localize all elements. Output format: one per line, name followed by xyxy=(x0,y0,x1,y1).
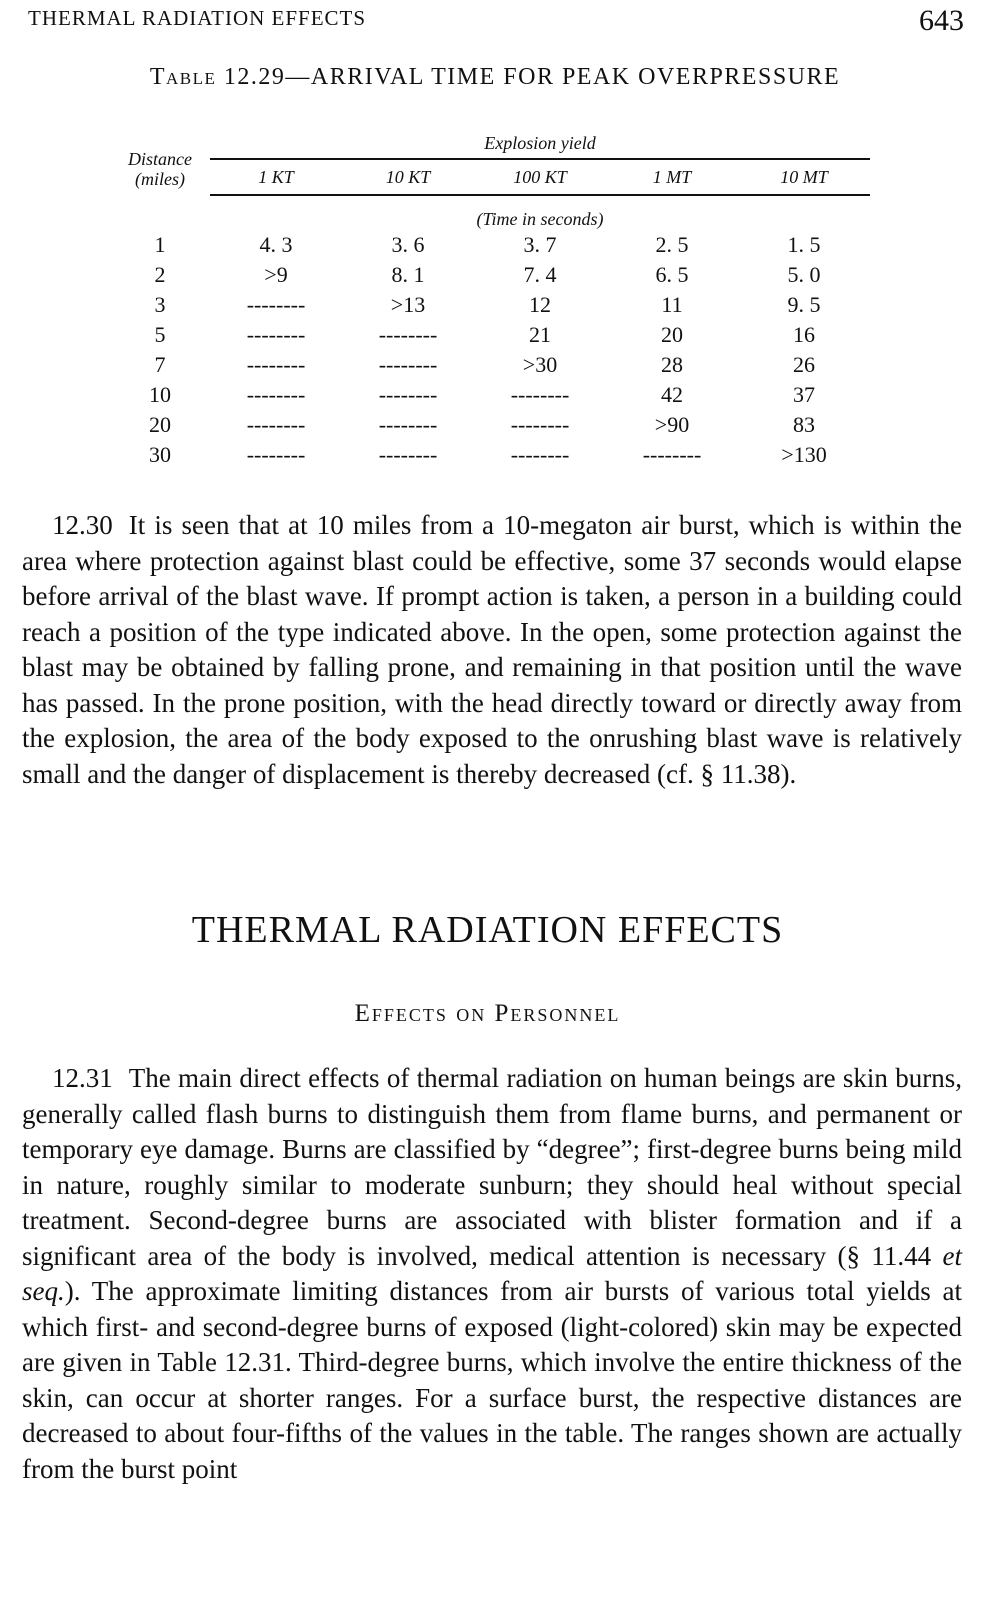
value-cell: 37 xyxy=(793,382,815,407)
column-header-1mt: 1 MT xyxy=(606,159,738,195)
units-note: (Time in seconds) xyxy=(476,209,604,229)
table-title-prefix: Table xyxy=(149,64,217,90)
value-cell: 16 xyxy=(793,322,815,347)
value-cell: >9 xyxy=(264,262,288,287)
column-header-10kt: 10 KT xyxy=(342,159,474,195)
value-cell: -------- xyxy=(510,412,570,437)
value-cell: 1. 5 xyxy=(787,232,821,257)
value-cell: 28 xyxy=(661,352,683,377)
paragraph-number: 12.30 xyxy=(52,510,113,540)
value-cell: 21 xyxy=(529,322,551,347)
value-cell: 42 xyxy=(661,382,683,407)
paragraph-text-italic: et seq. xyxy=(22,1240,962,1306)
value-cell: 3. 6 xyxy=(391,232,425,257)
value-cell: 5. 0 xyxy=(787,262,821,287)
value-cell: -------- xyxy=(246,442,306,467)
value-cell: 6. 5 xyxy=(655,262,689,287)
column-header-10mt: 10 MT xyxy=(738,159,870,195)
distance-cell: 20 xyxy=(149,412,171,437)
value-cell: 83 xyxy=(793,412,815,437)
arrival-time-table xyxy=(110,120,870,470)
value-cell: -------- xyxy=(246,352,306,377)
distance-cell: 1 xyxy=(154,232,166,257)
distance-cell: 3 xyxy=(154,292,166,317)
value-cell: >13 xyxy=(390,292,426,317)
value-cell: -------- xyxy=(246,322,306,347)
value-cell: -------- xyxy=(642,442,702,467)
value-cell: -------- xyxy=(510,442,570,467)
table-title-number: 12.29— xyxy=(223,64,311,90)
value-cell: -------- xyxy=(378,412,438,437)
sub-heading: Effects on Personnel xyxy=(354,1000,621,1027)
value-cell: >130 xyxy=(781,442,827,467)
value-cell: -------- xyxy=(378,352,438,377)
distance-cell: 7 xyxy=(154,352,166,377)
table-row xyxy=(110,230,870,260)
value-cell: 3. 7 xyxy=(523,232,557,257)
table-title-text: ARRIVAL TIME FOR PEAK OVERPRESSURE xyxy=(310,64,841,90)
table-row xyxy=(110,320,870,350)
table-row xyxy=(110,350,870,380)
paragraph-12-30 xyxy=(22,508,962,792)
distance-header-label: Distance xyxy=(128,149,192,169)
distance-cell: 30 xyxy=(149,442,171,467)
explosion-yield-header: Explosion yield xyxy=(210,120,870,159)
value-cell: 7. 4 xyxy=(523,262,557,287)
table-title xyxy=(0,64,990,91)
value-cell: 11 xyxy=(661,292,683,317)
paragraph-text-b: ). The approximate limiting distances from air bursts of various total yields at which first- and second-degree burns of exposed (light-colored) skin may be expected are given in Table 12.31. Third-degree burns, which involve the entire thickness of the skin, can occur at shorter ranges. For a surface burst, the respective distances are decreased to about four-fifths of the values in the table. The ranges shown are actually from the burst point xyxy=(22,1276,962,1484)
value-cell: -------- xyxy=(378,322,438,347)
distance-header xyxy=(110,120,210,195)
table-row xyxy=(110,410,870,440)
value-cell: 2. 5 xyxy=(655,232,689,257)
paragraph-text-a: The main direct effects of thermal radiation on human beings are skin burns, generally called flash burns to distinguish them from flame burns, and permanent or temporary eye damage. Burns are classified by “degree”; first-degree burns being mild in nature, roughly similar to moderate sunburn; they should heal without special treatment. Second-degree burns are associated with blister formation and if a significant area of the body is involved, medical attention is necessary (§ 11.44 xyxy=(22,1063,962,1271)
value-cell: -------- xyxy=(246,292,306,317)
distance-cell: 5 xyxy=(154,322,166,347)
section-heading: THERMAL RADIATION EFFECTS xyxy=(191,909,784,951)
distance-cell: 2 xyxy=(154,262,166,287)
running-head: THERMAL RADIATION EFFECTS xyxy=(28,6,367,30)
table-row xyxy=(110,260,870,290)
value-cell: -------- xyxy=(246,382,306,407)
paragraph-number: 12.31 xyxy=(52,1063,113,1093)
value-cell: >30 xyxy=(522,352,558,377)
table-row xyxy=(110,380,870,410)
distance-header-unit: (miles) xyxy=(135,169,185,189)
value-cell: -------- xyxy=(246,412,306,437)
column-header-100kt: 100 KT xyxy=(474,159,606,195)
value-cell: 26 xyxy=(793,352,815,377)
table-row xyxy=(110,290,870,320)
value-cell: 20 xyxy=(661,322,683,347)
value-cell: -------- xyxy=(378,382,438,407)
value-cell: >90 xyxy=(654,412,690,437)
value-cell: 9. 5 xyxy=(787,292,821,317)
distance-cell: 10 xyxy=(149,382,171,407)
paragraph-text: It is seen that at 10 miles from a 10-megaton air burst, which is within the area where protection against blast could be effective, some 37 seconds would elapse before arrival of the blast wave. If prompt action is taken, a person in a building could reach a position of the type indicated above. In the open, some protection against the blast may be obtained by falling prone, and remaining in that position until the wave has passed. In the prone position, with the head directly toward or directly away from the explosion, the area of the body exposed to the onrushing blast wave is relatively small and the danger of displacement is thereby decreased (cf. § 11.38). xyxy=(22,510,962,789)
value-cell: -------- xyxy=(378,442,438,467)
page-number: 643 xyxy=(919,4,964,37)
paragraph-12-31 xyxy=(22,1061,962,1487)
table-row xyxy=(110,440,870,470)
column-header-1kt: 1 KT xyxy=(210,159,342,195)
value-cell: 8. 1 xyxy=(391,262,425,287)
value-cell: -------- xyxy=(510,382,570,407)
value-cell: 12 xyxy=(529,292,551,317)
value-cell: 4. 3 xyxy=(259,232,293,257)
